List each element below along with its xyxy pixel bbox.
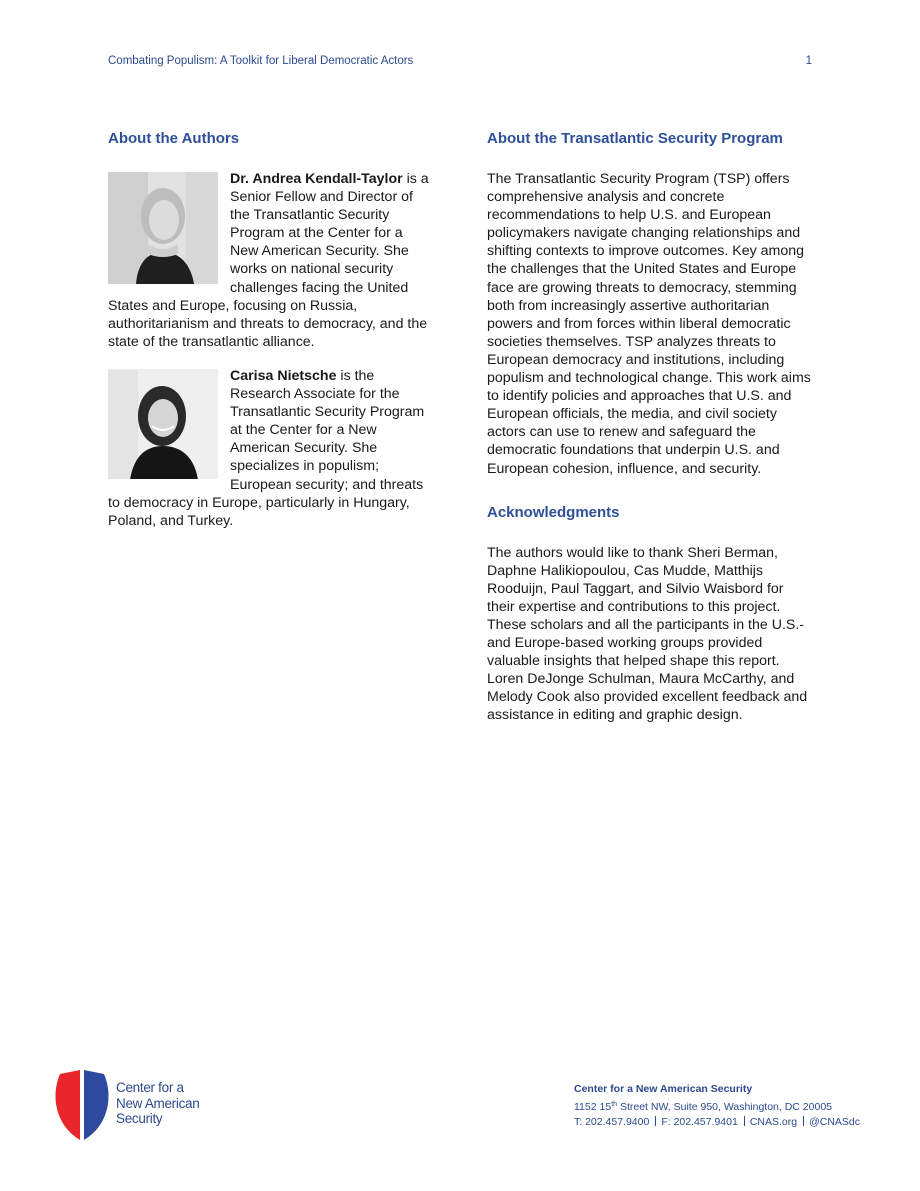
logo-line: Center for a [116,1080,184,1095]
logo-line: Security [116,1111,163,1126]
portrait-woman-dark-hair-icon [108,369,218,479]
separator [655,1116,656,1126]
footer-website-link[interactable]: CNAS.org [749,1116,798,1128]
footer-contact-line [574,1115,860,1130]
author-photo-nietsche [108,369,218,479]
document-title: Combating Populism: A Toolkit for Liberal Democratic Actors [108,55,414,67]
authors-heading: About the Authors [108,130,240,147]
author-name: Dr. Andrea Kendall-Taylor [230,171,403,187]
author-bio-kendall-taylor [108,170,434,351]
acknowledgments-text: The authors would like to thank Sheri Berman, Daphne Halikiopoulou, Cas Mudde, Matthijs Rooduijn, Paul Taggart, and Silvio Waisbord for their expertise and contributions to this project. These scholars and all the participants in the U.S.- and Europe-based working groups provided valuable insights that helped shape this report. Loren DeJonge Schulman, Maura McCarthy, and Melody Cook also provided excellent feedback and assistance in editing and graphic design. [487,544,808,724]
cnas-logo [54,1070,214,1142]
footer-social-link[interactable]: @CNASdc [809,1116,860,1128]
footer-phone: T: 202.457.9400 [574,1116,650,1128]
shield-icon [54,1070,110,1142]
author-description: is the Research Associate for the Transatlantic Security Program at the Center for a New American Security. She specializes in populism; European security; and threats to democracy in Europe, particularly in Hungary, Poland, and Turkey. [108,367,425,529]
address-superscript: th [611,1101,618,1108]
footer-address [574,1097,860,1115]
acknowledgments-heading: Acknowledgments [487,503,620,521]
footer-contact [574,1082,860,1130]
address-part: Street NW, Suite 950, Washington, DC 20005 [617,1101,833,1113]
address-part: 1152 15 [574,1101,612,1113]
program-text: The Transatlantic Security Program (TSP) offers comprehensive analysis and concrete recommendations to help U.S. and European policymakers navigate changing relationships and shifting contexts to improve outcomes. Key among the challenges that the United States and Europe face are growing threats to democracy, stemming both from increasingly assertive authoritarian powers and from forces within liberal democratic societies themselves. TSP analyzes threats to European democracy and institutions, including populism and technological change. This work aims to identify policies and approaches that U.S. and European officials, the media, and civil society actors can use to renew and safeguard the democratic foundations that underpin U.S. and European cohesion, influence, and security. [487,171,811,477]
program-heading: About the Transatlantic Security Program [487,130,783,147]
logo-line: New American [116,1095,200,1111]
logo-wordmark [116,1080,199,1127]
separator [803,1116,804,1126]
author-bio-nietsche [108,367,434,530]
footer-org-name: Center for a New American Security [574,1083,753,1095]
portrait-woman-blonde-icon [108,172,218,284]
authors-column [108,130,434,530]
running-header [108,55,812,67]
program-column [487,130,815,725]
author-description: is a Senior Fellow and Director of the Transatlantic Security Program at the Center for a New American Security. She works on national security challenges facing the United States and Europe, focusing on Russia, authoritarianism and threats to democracy, and the state of the transatlantic alliance. [108,171,429,350]
page-number: 1 [805,55,812,67]
separator [744,1116,745,1126]
footer-fax: F: 202.457.9401 [661,1116,738,1128]
author-name: Carisa Nietsche [230,367,337,384]
author-photo-kendall-taylor [108,172,218,284]
